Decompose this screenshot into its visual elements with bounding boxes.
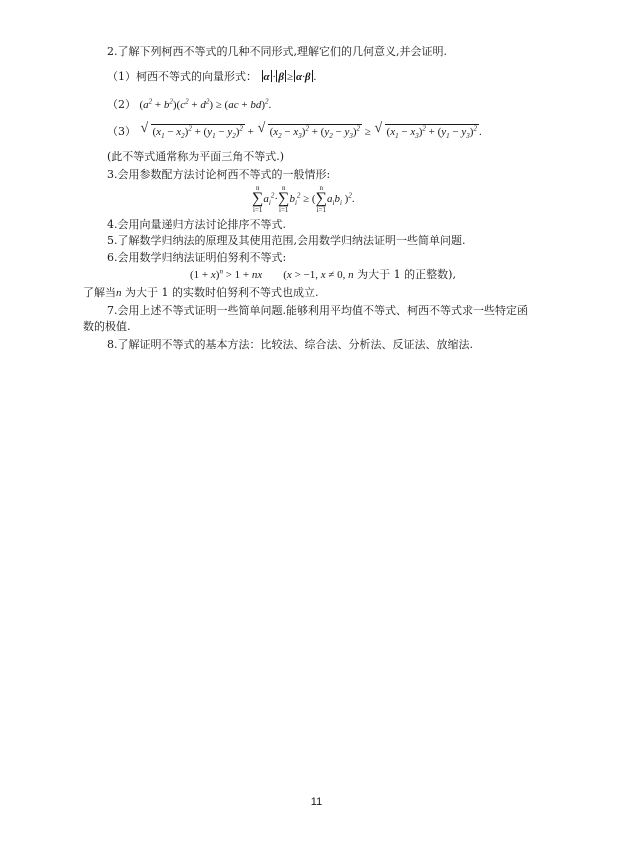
formula-vector-cauchy: α · β ≥ α·β . [263, 71, 317, 83]
formula-triangle-inequality: √ $(x_1 - x_2)^2 + (y_1 - y_2)^2$ + √ $(x_2 - x_3)^2 + (y_2 - y_3)^2$ ≥ √ $(x_1 - x_3)^2 + (y_1 - y_3)^2$ . [140, 126, 482, 138]
item-6: 6.会用数学归纳法证明伯努利不等式: [107, 251, 287, 264]
item-7-line2: 数的极值. [83, 320, 131, 333]
bernoulli-condition-text: 为大于 1 的正整数), [357, 268, 456, 281]
page-number: 11 [310, 796, 323, 808]
extension-prefix: 了解当 [83, 286, 116, 299]
item-7-line1: 7.会用上述不等式证明一些简单问题.能够利用平均值不等式、柯西不等式求一些特定函 [107, 304, 528, 317]
item-8: 8.了解证明不等式的基本方法：比较法、综合法、分析法、反证法、放缩法. [107, 338, 473, 351]
item-2-3-label: （3） [107, 125, 136, 138]
item-6-extension: 了解当n 为大于 1 的实数时伯努利不等式也成立. [83, 286, 319, 299]
item-2-2-label: （2） [107, 98, 136, 111]
extension-suffix: 为大于 1 的实数时伯努利不等式也成立. [125, 286, 319, 299]
item-5: 5.了解数学归纳法的原理及其使用范围,会用数学归纳法证明一些简单问题. [107, 234, 466, 247]
item-2-note: (此不等式通常称为平面三角不等式.) [107, 150, 285, 163]
item-4: 4.会用向量递归方法讨论排序不等式. [107, 218, 286, 231]
formula-cauchy-2d: $(a^2 + b^2)(c^2 + d^2) \ge (ac + bd)^2$. [139, 97, 272, 111]
formula-cauchy-general: n ∑ i=1 $a_i^2\cdot$ n ∑ i=1 $b_i^2$ ≥ ( n ∑ i=1 $a_ib_i$ )$^2$. [252, 184, 355, 215]
item-2-1-label: （1）柯西不等式的向量形式： [107, 70, 257, 83]
item-3: 3.会用参数配方法讨论柯西不等式的一般情形: [107, 168, 331, 181]
item-2: 2.了解下列柯西不等式的几种不同形式,理解它们的几何意义,并会证明. [107, 45, 447, 58]
item-2-2 [107, 98, 271, 112]
item-2-1-vector-form [107, 70, 316, 84]
item-2-3 [107, 124, 482, 139]
formula-bernoulli: $(1 + x)^n > 1$ + nx (x > −1, x ≠ 0, n 为大于 1 的正整数), [190, 267, 456, 281]
